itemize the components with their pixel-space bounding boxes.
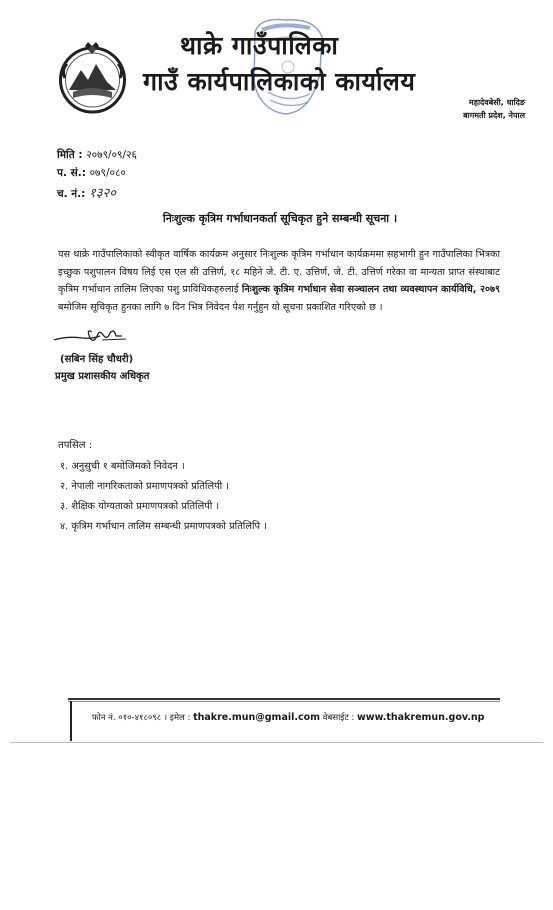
address-line-2: बागमती प्रदेश, नेपाल	[463, 111, 525, 120]
page-bottom-rule	[10, 742, 543, 743]
footer-email: thakre.mun@gmail.com	[193, 712, 321, 723]
notice-body-bold: निःशुल्क कृत्रिम गर्भाधान सेवा सञ्चालन तथा व्यवस्थापन कार्यविधि, २०७९	[241, 284, 500, 295]
footer-phone: फोन नं. ०१०-४१८०९८ । इमेल :	[92, 713, 191, 723]
dispatch-value: १३२०	[88, 186, 117, 201]
enclosures-list	[60, 457, 267, 537]
office-name: गाउँ कार्यपालिकाको कार्यालय	[143, 67, 416, 96]
dispatch-row	[57, 183, 116, 201]
signatory-name: (सबिन सिंह चौधरी)	[60, 354, 134, 365]
list-item: ४. कृत्रिम गर्भाधान तालिम सम्बन्धी प्रमाणपत्रको प्रतिलिपि ।	[60, 521, 267, 532]
notice-body-part-1: यस थाक्रे गाउँपालिकाको स्वीकृत वार्षिक कार्यक्रम अनुसार निःशुल्क कृत्रिम गर्भाधान कार्यक्रममा सहभागी हुन गाउँपालिका भित्रका इच्छुक पशुपालन विषय लिई एस एल सी उत्तिर्ण, १८ महिने जे. टी. ए. उत्तिर्ण, जे. टी. उत्तिर्ण गरेका वा मान्यता प्राप्त संस्थाबाट कृत्रिम गर्भाधान तालिम लिएका पशु प्राविधिकहरुलाई	[58, 249, 500, 295]
footer-web-label: वेबसाईट :	[322, 713, 355, 723]
notice-subject: निःशुल्क कृत्रिम गर्भाधानकर्ता सूचिकृत हुने सम्बन्धी सूचना ।	[162, 212, 398, 225]
footer-website: www.thakremun.gov.np	[357, 712, 485, 723]
date-label: मिति :	[57, 149, 83, 161]
date-row	[57, 148, 137, 162]
address-line-1: महादेवबेसी, धादिङ	[468, 98, 525, 107]
reference-label: प. सं.:	[57, 167, 86, 179]
municipality-name: थाक्रे गाउँपालिका	[180, 31, 339, 60]
footer-contact	[92, 712, 502, 723]
footer-divider	[68, 698, 500, 700]
notice-body-part-2: बमोजिम सूचिकृत हुनका लागि ७ दिन भित्र निवेदन पेश गर्नुहुन यो सूचना प्रकाशित गरिएको छ ।	[58, 301, 383, 313]
footer-accent-bar	[70, 701, 72, 741]
dispatch-label: च. नं.:	[57, 188, 86, 200]
notice-body	[58, 246, 500, 316]
signature-icon	[52, 318, 132, 348]
footer-divider-thin	[68, 701, 500, 702]
list-item: ३. शैक्षिक योग्यताको प्रमाणपत्रको प्रतिलिपी ।	[60, 501, 220, 512]
list-item: २. नेपाली नागरिकताको प्रमाणपत्रको प्रतिलिपी ।	[60, 481, 230, 492]
enclosures-heading: तपसिल :	[58, 440, 93, 451]
signatory-designation: प्रमुख प्रशासकीय अधिकृत	[55, 371, 150, 382]
date-value: २०७९/०९/२६	[86, 149, 137, 161]
list-item: १. अनुसुची १ बमोजिमको निवेदन ।	[60, 461, 185, 472]
nepal-emblem-icon	[55, 40, 130, 115]
reference-row	[57, 166, 126, 180]
reference-value: ०७९/०८०	[89, 167, 126, 179]
